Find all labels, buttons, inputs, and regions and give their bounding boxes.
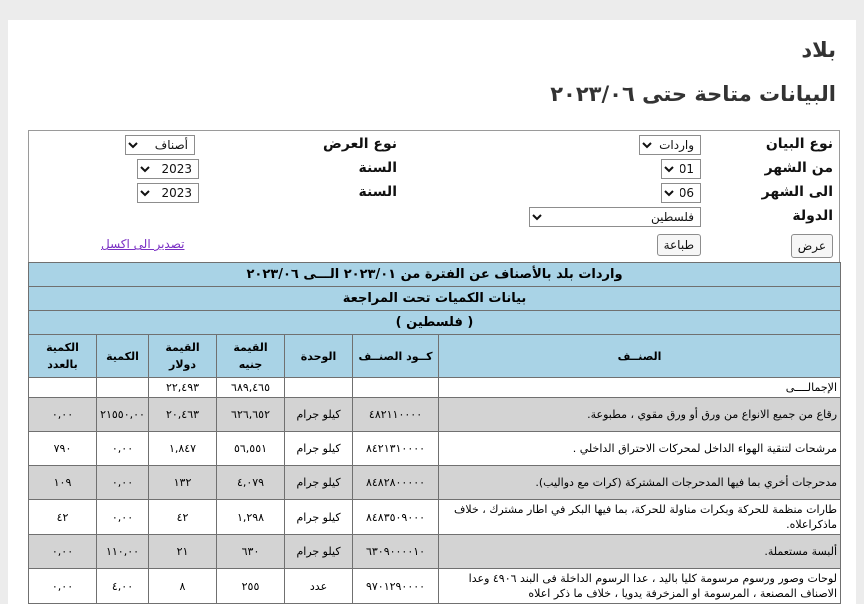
value-usd-cell: ١٣٢: [149, 466, 217, 500]
year-select-to[interactable]: [137, 183, 199, 203]
data-availability-subtitle: البيانات متاحة حتى ٢٠٢٣/٠٦: [550, 82, 836, 106]
table-row: [29, 432, 841, 466]
value-usd-cell: ٤٢: [149, 500, 217, 535]
quantity-cell: ٠,٠٠: [97, 466, 149, 500]
quantity-count-cell: ١٠٩: [29, 466, 97, 500]
code-cell: ٩٧٠١٢٩٠٠٠٠: [353, 569, 439, 604]
col-item: الصنــف: [439, 335, 841, 378]
item-cell: مرشحات لتنقية الهواء الداخل لمحركات الاحتراق الداخلي .: [439, 432, 841, 466]
unit-cell: كيلو جرام: [285, 466, 353, 500]
col-quantity: الكمية: [97, 335, 149, 378]
to-month-select[interactable]: [661, 183, 701, 203]
year-select-from[interactable]: [137, 159, 199, 179]
page: [8, 20, 856, 604]
value-usd-cell: ٨: [149, 569, 217, 604]
to-month-label: الى الشهر: [761, 184, 833, 200]
table-row: [29, 500, 841, 535]
value-egp-cell: ٦٢٦,٦٥٢: [217, 398, 285, 432]
col-value-egp: القيمة جنيه: [217, 335, 285, 378]
item-cell: مدحرجات أخري بما فيها المدحرجات المشتركة (كرات مع دواليب).: [439, 466, 841, 500]
col-code: كــود الصنــف: [353, 335, 439, 378]
quantity-count-cell: ٠,٠٠: [29, 535, 97, 569]
report-country: ( فلسطين ): [29, 311, 841, 335]
country-select[interactable]: [529, 207, 701, 227]
quantity-cell: ٠,٠٠: [97, 500, 149, 535]
filter-form: [28, 130, 840, 264]
code-cell: ٨٤٨٢٨٠٠٠٠٠: [353, 466, 439, 500]
value-egp-cell: ٤,٠٧٩: [217, 466, 285, 500]
show-button[interactable]: عرض: [791, 234, 833, 258]
total-unit: [285, 378, 353, 398]
col-value-usd: القيمة دولار: [149, 335, 217, 378]
quantity-count-cell: ٧٩٠: [29, 432, 97, 466]
quantity-count-cell: ٤٢: [29, 500, 97, 535]
value-usd-cell: ٢١: [149, 535, 217, 569]
col-quantity-count: الكمية بالعدد: [29, 335, 97, 378]
total-quantity: [97, 378, 149, 398]
total-value-usd: ٢٢,٤٩٣: [149, 378, 217, 398]
value-usd-cell: ٢٠,٤٦٣: [149, 398, 217, 432]
code-cell: ٨٤٢١٣١٠٠٠٠: [353, 432, 439, 466]
page-title: بلاد: [801, 38, 836, 62]
unit-cell: كيلو جرام: [285, 535, 353, 569]
total-code: [353, 378, 439, 398]
table-row: [29, 569, 841, 604]
view-type-select[interactable]: [125, 135, 195, 155]
print-button[interactable]: طباعة: [657, 234, 701, 256]
table-header-row: [29, 335, 841, 378]
quantity-cell: ١١٠,٠٠: [97, 535, 149, 569]
quantity-cell: ٠,٠٠: [97, 432, 149, 466]
unit-cell: كيلو جرام: [285, 500, 353, 535]
results-table: [28, 262, 841, 604]
total-quantity-count: [29, 378, 97, 398]
export-excel-link[interactable]: تصدير الى اكسل: [101, 237, 185, 251]
value-usd-cell: ١,٨٤٧: [149, 432, 217, 466]
item-cell: رقاع من جميع الانواع من ورق أو ورق مقوي ، مطبوعة.: [439, 398, 841, 432]
year-label-from: السنة: [358, 160, 397, 176]
code-cell: ٦٣٠٩٠٠٠٠١٠: [353, 535, 439, 569]
value-egp-cell: ٦٣٠: [217, 535, 285, 569]
col-unit: الوحدة: [285, 335, 353, 378]
data-type-select[interactable]: [639, 135, 701, 155]
table-row: [29, 466, 841, 500]
unit-cell: عدد: [285, 569, 353, 604]
item-cell: لوحات وصور ورسوم مرسومة كليا باليد ، عدا الرسوم الداخلة فى البند ٤٩٠٦ وعدا الاصناف المصنعة ، المرسومة او المزخرفة يدويا ، خلاف ما ذكر اعلاه: [439, 569, 841, 604]
code-cell: ٨٤٨٣٥٠٩٠٠٠: [353, 500, 439, 535]
total-value-egp: ٦٨٩,٤٦٥: [217, 378, 285, 398]
item-cell: طارات منظمة للحركة وبكرات مناولة للحركة، بما فيها البكر في اطار مشترك ، خلاف ماذكراعلاه.: [439, 500, 841, 535]
code-cell: ٤٨٢١١٠٠٠٠: [353, 398, 439, 432]
year-label-to: السنة: [358, 184, 397, 200]
data-type-label: نوع البيان: [765, 136, 833, 152]
quantity-cell: ٤,٠٠: [97, 569, 149, 604]
view-type-label: نوع العرض: [323, 136, 397, 152]
report-subtitle: بيانات الكميات تحت المراجعة: [29, 287, 841, 311]
total-label: الإجمالــــى: [439, 378, 841, 398]
value-egp-cell: ٢٥٥: [217, 569, 285, 604]
table-row: [29, 535, 841, 569]
value-egp-cell: ١,٢٩٨: [217, 500, 285, 535]
unit-cell: كيلو جرام: [285, 432, 353, 466]
report-title: واردات بلد بالأصناف عن الفترة من ٢٠٢٣/٠١ الـــى ٢٠٢٣/٠٦: [29, 263, 841, 287]
total-row: [29, 378, 841, 398]
from-month-label: من الشهر: [764, 160, 833, 176]
table-row: [29, 398, 841, 432]
unit-cell: كيلو جرام: [285, 398, 353, 432]
quantity-cell: ٢١٥٥٠,٠٠: [97, 398, 149, 432]
quantity-count-cell: ٠,٠٠: [29, 569, 97, 604]
from-month-select[interactable]: [661, 159, 701, 179]
quantity-count-cell: ٠,٠٠: [29, 398, 97, 432]
country-label: الدولة: [792, 208, 833, 224]
item-cell: ألبسة مستعملة.: [439, 535, 841, 569]
value-egp-cell: ٥٦,٥٥١: [217, 432, 285, 466]
